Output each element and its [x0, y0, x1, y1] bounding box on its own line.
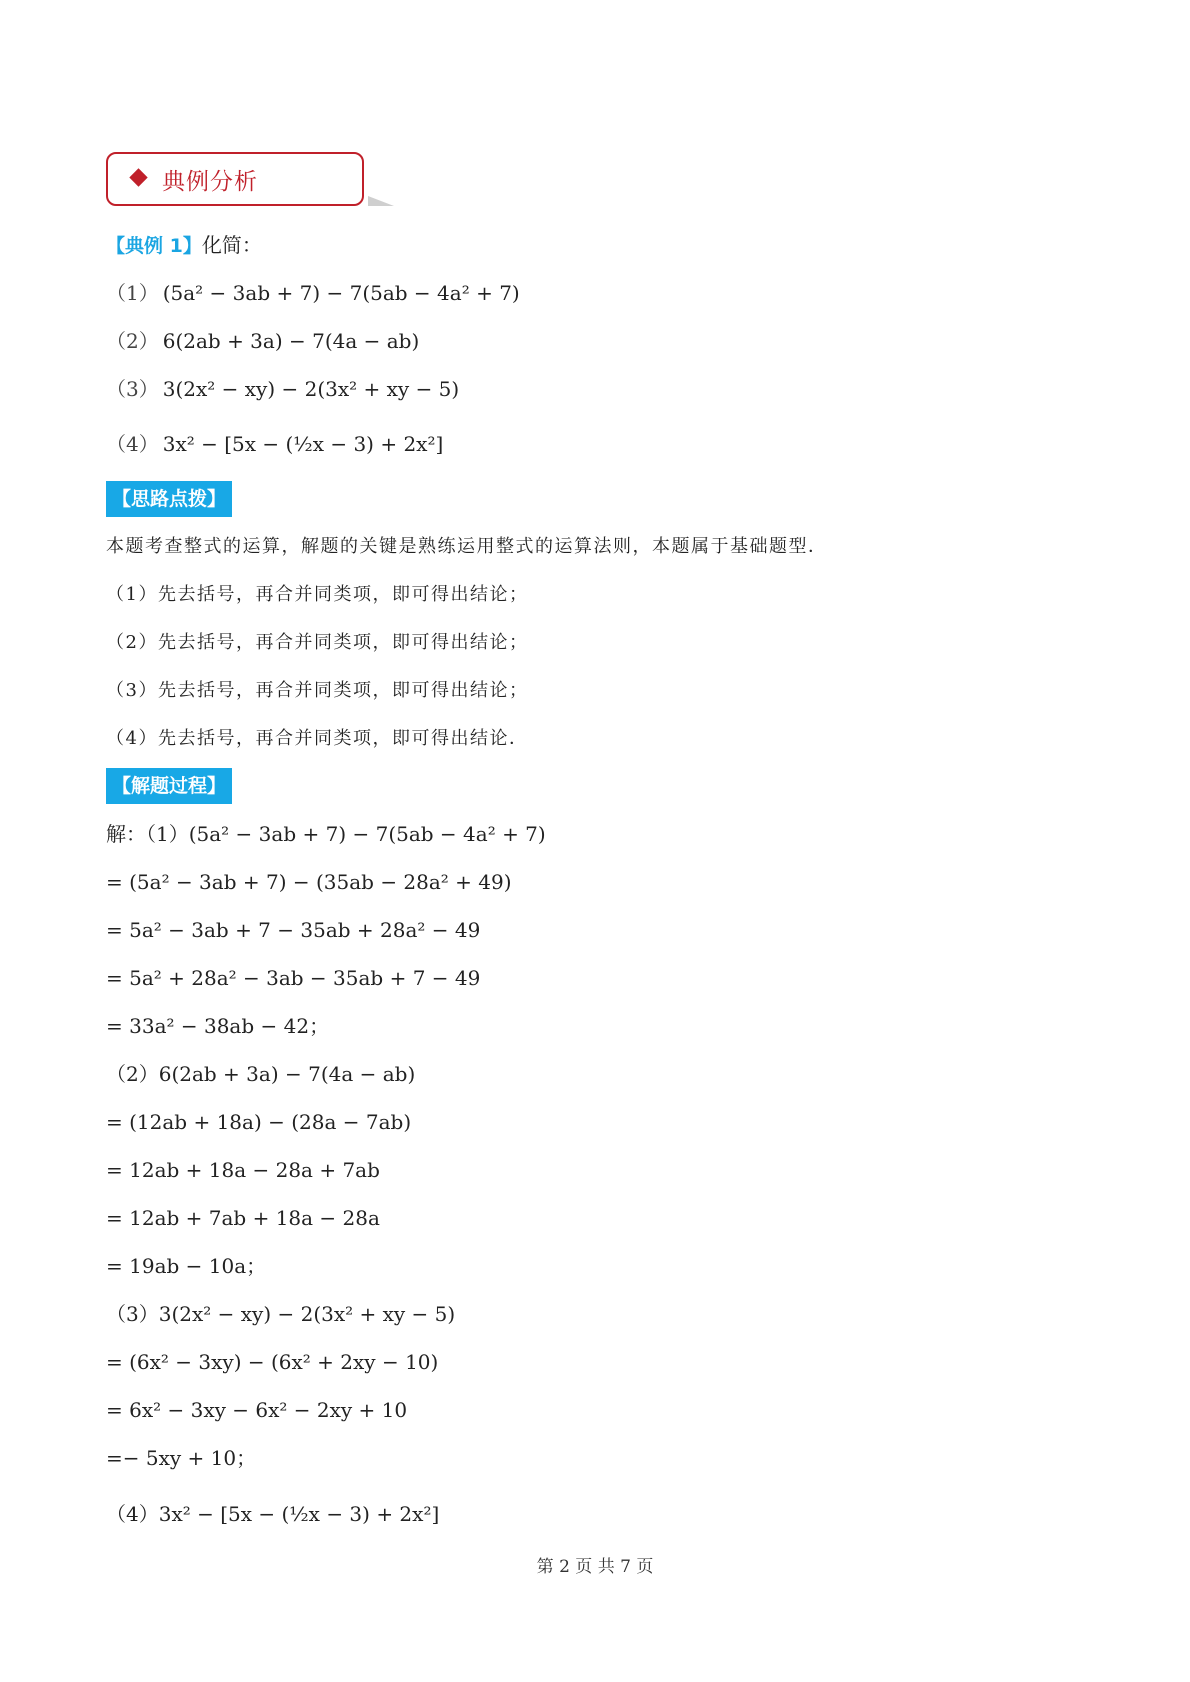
banner-shadow	[368, 196, 394, 206]
example-item	[106, 375, 459, 403]
solution-line: = 5a² + 28a² − 3ab − 35ab + 7 − 49	[106, 966, 481, 990]
solution-line: （4）3x² − [5x − (½x − 3) + 2x²]	[106, 1502, 440, 1526]
example-item	[106, 279, 520, 307]
hint-intro: 本题考查整式的运算，解题的关键是熟练运用整式的运算法则，本题属于基础题型．	[106, 536, 828, 557]
solution-line: 解：（1）(5a² − 3ab + 7) − 7(5ab − 4a² + 7)	[106, 822, 546, 846]
solution-line: = (5a² − 3ab + 7) − (35ab − 28a² + 49)	[106, 870, 512, 894]
item-number: （4）	[106, 432, 159, 456]
solution-line: = (6x² − 3xy) − (6x² + 2xy − 10)	[106, 1350, 439, 1374]
solution-line: （2）6(2ab + 3a) − 7(4a − ab)	[106, 1062, 416, 1086]
solution-tag: 【解题过程】	[106, 768, 232, 804]
example-item	[106, 430, 443, 458]
solution-line: = 6x² − 3xy − 6x² − 2xy + 10	[106, 1398, 408, 1422]
item-expression: 3x² − [5x − (½x − 3) + 2x²]	[162, 432, 444, 456]
solution-line: =− 5xy + 10；	[106, 1446, 257, 1470]
example-heading	[106, 231, 262, 260]
solution-line: = 5a² − 3ab + 7 − 35ab + 28a² − 49	[106, 918, 481, 942]
item-expression: (5a² − 3ab + 7) − 7(5ab − 4a² + 7)	[162, 281, 520, 305]
example-item	[106, 327, 419, 355]
hint-step: （3）先去括号，再合并同类项，即可得出结论；	[106, 680, 529, 701]
page-footer: 第 2 页 共 7 页	[536, 1557, 654, 1577]
item-expression: 3(2x² − xy) − 2(3x² + xy − 5)	[162, 377, 460, 401]
solution-line: = (12ab + 18a) − (28a − 7ab)	[106, 1110, 412, 1134]
solution-line: （3）3(2x² − xy) − 2(3x² + xy − 5)	[106, 1302, 456, 1326]
section-banner	[106, 152, 368, 208]
solution-line: = 19ab − 10a；	[106, 1254, 267, 1278]
solution-line: = 12ab + 7ab + 18a − 28a	[106, 1206, 380, 1230]
hint-tag: 【思路点拨】	[106, 481, 232, 517]
item-expression: 6(2ab + 3a) − 7(4a − ab)	[162, 329, 420, 353]
section-title: 典例分析	[162, 169, 258, 195]
hint-step: （2）先去括号，再合并同类项，即可得出结论；	[106, 632, 529, 653]
example-label: 【典例 1】	[106, 235, 202, 257]
hint-step: （4）先去括号，再合并同类项，即可得出结论．	[106, 728, 529, 749]
hint-step: （1）先去括号，再合并同类项，即可得出结论；	[106, 584, 529, 605]
example-prompt: 化简：	[201, 233, 262, 257]
item-number: （1）	[106, 281, 159, 305]
item-number: （3）	[106, 377, 159, 401]
item-number: （2）	[106, 329, 159, 353]
solution-line: = 12ab + 18a − 28a + 7ab	[106, 1158, 380, 1182]
solution-line: = 33a² − 38ab − 42；	[106, 1014, 330, 1038]
